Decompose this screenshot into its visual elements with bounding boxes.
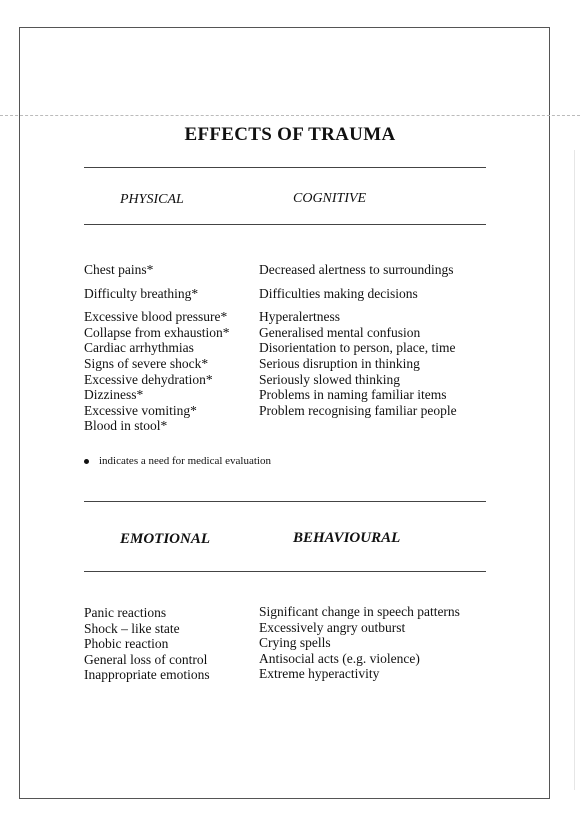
- footnote-text: indicates a need for medical evaluation: [99, 455, 271, 467]
- divider-below-headings: [84, 224, 486, 225]
- heading-physical: PHYSICAL: [120, 192, 184, 207]
- list-item: Significant change in speech patterns: [259, 604, 460, 619]
- list-item: Signs of severe shock*: [84, 355, 209, 371]
- heading-cognitive: COGNITIVE: [293, 191, 367, 206]
- list-item: Cardiac arrhythmias: [84, 340, 194, 356]
- list-item: Antisocial acts (e.g. violence): [259, 650, 420, 666]
- list-item: Generalised mental confusion: [259, 324, 421, 340]
- heading-behavioural: BEHAVIOURAL: [293, 530, 401, 546]
- list-item: Chest pains*: [84, 262, 154, 277]
- list-item: Problems in naming familiar items: [259, 387, 447, 403]
- divider-top: [84, 167, 486, 168]
- list-item: Excessive dehydration*: [84, 371, 213, 387]
- list-item: Seriously slowed thinking: [259, 371, 400, 387]
- list-item: Difficulties making decisions: [259, 285, 418, 301]
- bullet-icon: [84, 459, 89, 464]
- emotional-list: [84, 605, 210, 683]
- list-item: Extreme hyperactivity: [259, 666, 380, 682]
- physical-list: [84, 262, 229, 434]
- list-item: Serious disruption in thinking: [259, 355, 420, 371]
- list-item: Excessively angry outburst: [259, 619, 406, 635]
- cognitive-list: [259, 262, 457, 418]
- list-item: Excessive vomiting*: [84, 402, 197, 418]
- list-item: Problem recognising familiar people: [259, 402, 457, 418]
- list-item: Blood in stool*: [84, 418, 168, 434]
- list-item: Shock – like state: [84, 620, 180, 636]
- scan-edge-line: [574, 150, 575, 790]
- list-item: Decreased alertness to surroundings: [259, 262, 454, 277]
- list-item: Phobic reaction: [84, 636, 169, 652]
- divider-middle: [84, 501, 486, 502]
- footnote: [84, 455, 271, 467]
- list-item: Hyperalertness: [259, 309, 340, 325]
- list-item: Inappropriate emotions: [84, 667, 210, 683]
- behavioural-list: [259, 604, 460, 682]
- list-item: Dizziness*: [84, 387, 144, 403]
- scan-cut-line: [0, 115, 580, 116]
- divider-below-headings-2: [84, 571, 486, 572]
- list-item: Difficulty breathing*: [84, 285, 199, 301]
- list-item: Crying spells: [259, 635, 331, 651]
- list-item: General loss of control: [84, 651, 208, 667]
- list-item: Collapse from exhaustion*: [84, 324, 230, 340]
- list-item: Excessive blood pressure*: [84, 309, 228, 325]
- list-item: Disorientation to person, place, time: [259, 340, 456, 356]
- list-item: Panic reactions: [84, 605, 167, 620]
- heading-emotional: EMOTIONAL: [120, 531, 211, 547]
- page-title: EFFECTS OF TRAUMA: [184, 124, 396, 145]
